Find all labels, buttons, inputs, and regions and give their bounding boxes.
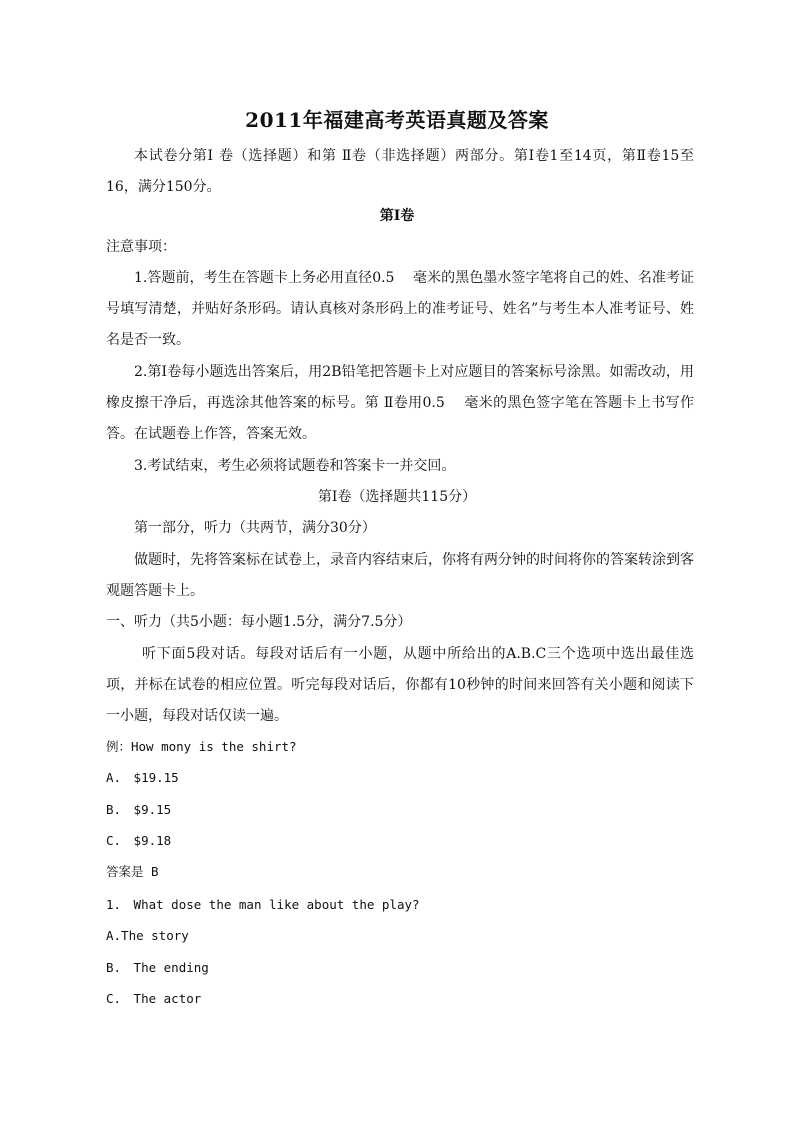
notes-label: 注意事项： <box>106 239 176 255</box>
example-option-a: A. $19.15 <box>106 770 179 785</box>
example-question: 例：How mony is the shirt? <box>106 739 297 754</box>
part-one-heading: 第一部分，听力（共两节，满分30分） <box>134 520 376 536</box>
part1-heading: 第Ⅰ卷 <box>379 208 415 224</box>
example-option-b: B. $9.15 <box>106 802 172 817</box>
question-1-option-c: C. The actor <box>106 991 202 1006</box>
example-option-c: C. $9.18 <box>106 833 172 848</box>
question-1-option-b: B. The ending <box>106 960 209 975</box>
section-heading: 第Ⅰ卷（选择题共115分） <box>317 489 477 505</box>
intro-paragraph: 本试卷分第Ⅰ 卷（选择题）和第 Ⅱ卷（非选择题）两部分。第Ⅰ卷1至14页，第Ⅱ卷15至16，满分150分。 <box>106 148 694 195</box>
instructions-paragraph: 做题时，先将答案标在试卷上，录音内容结束后，你将有两分钟的时间将你的答案转涂到客观题答题卡上。 <box>106 552 694 599</box>
document-title: 2011年福建高考英语真题及答案 <box>245 108 549 132</box>
question-1-option-a: A.The story <box>106 928 189 943</box>
question-1: 1. What dose the man like about the play? <box>106 897 420 912</box>
listening-instructions: 听下面5段对话。每段对话后有一小题，从题中所给出的A.B.C三个选项中选出最佳选项，并标在试卷的相应位置。听完每段对话后，你都有10秒钟的时间来回答有关小题和阅读下一小题，每段对话仅读一遍。 <box>106 646 694 724</box>
note-3: 3.考试结束，考生必须将试题卷和答案卡一并交回。 <box>134 458 456 474</box>
note-2: 2.第Ⅰ卷每小题选出答案后，用2B铅笔把答题卡上对应题目的答案标号涂黑。如需改动，用橡皮擦干净后，再选涂其他答案的标号。第 Ⅱ卷用0.5 毫米的黑色签字笔在答题卡上书写作答。在试题卷上作答，答案无效。 <box>106 364 694 442</box>
listening-heading: 一、听力（共5小题：每小题1.5分，满分7.5分） <box>106 614 412 630</box>
example-answer: 答案是 B <box>106 864 159 879</box>
note-1: 1.答题前，考生在答题卡上务必用直径0.5 毫米的黑色墨水签字笔将自己的姓、名准考证号填写清楚，并贴好条形码。请认真核对条形码上的准考证号、姓名”与考生本人准考证号、姓名是否一致。 <box>106 270 694 348</box>
